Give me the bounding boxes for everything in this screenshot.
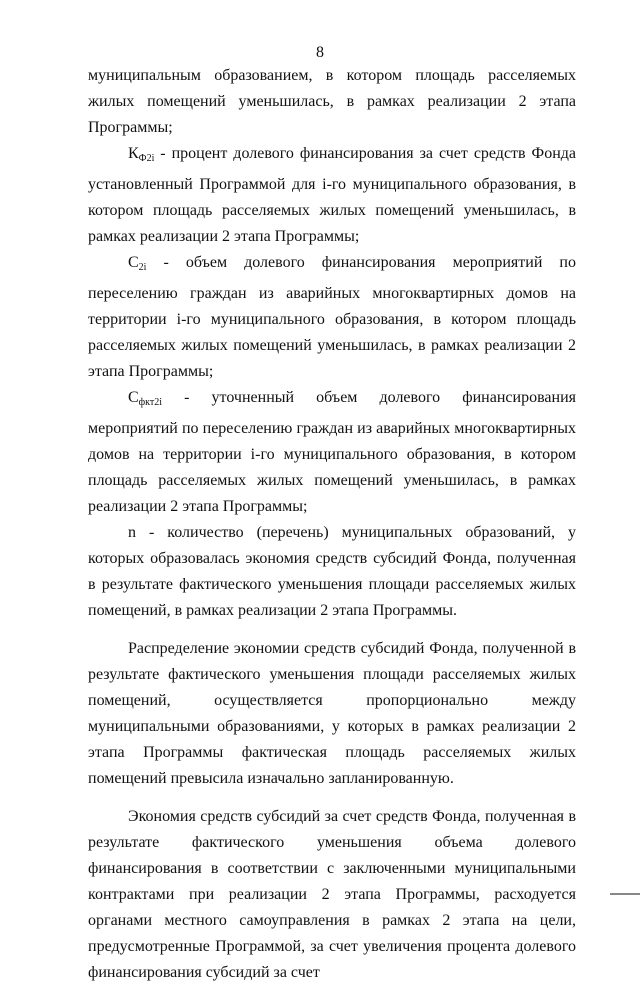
- document-body: [88, 63, 576, 986]
- symbol-cfkt: С: [128, 389, 139, 406]
- definition-k-text: - процент долевого финансирования за счет средств Фонда установленный Программой для i-го муниципального образования, в котором площадь расселяемых жилых помещений уменьшилась, в рамках реализации 2 этапа Программы;: [88, 145, 576, 245]
- symbol-cfkt-subscript: фкт2i: [138, 397, 163, 408]
- symbol-k-subscript: Ф2i: [138, 153, 155, 164]
- definition-n: n - количество (перечень) муниципальных образований, у которых образовалась экономия средств субсидий Фонда, полученная в результате фактического уменьшения площади расселяемых жилых помещений, в рамках реализации 2 этапа Программы.: [88, 524, 576, 619]
- definition-cfkt-text: - уточненный объем долевого финансирования мероприятий по переселению граждан из аварийных многоквартирных домов на территории i-го муниципального образования, в котором площадь расселяемых жилых помещений уменьшилась, в рамках реализации 2 этапа Программы;: [88, 389, 576, 515]
- definition-c-2i: [88, 250, 576, 385]
- definition-c2-text: - объем долевого финансирования мероприятий по переселению граждан из аварийных многоквартирных домов на территории i-го муниципального образования, в котором площадь расселяемых жилых помещений уменьшилась, в рамках реализации 2 этапа Программы;: [88, 254, 576, 380]
- paragraph-distribution: Распределение экономии средств субсидий Фонда, полученной в результате фактического уменьшения площади расселяемых жилых помещений, осуществляется пропорционально между муниципальными образованиями, у которых в рамках реализации 2 этапа Программы фактическая площадь расселяемых жилых помещений превысила изначально запланированную.: [88, 640, 576, 787]
- paragraph-savings: Экономия средств субсидий за счет средств Фонда, полученная в результате фактического уменьшения объема долевого финансирования в соответствии с заключенными муниципальными контрактами при реализации 2 этапа Программы, расходуется органами местного самоуправления в рамках 2 этапа на цели, предусмотренные Программой, за счет увеличения процента долевого финансирования субсидий за счет: [88, 808, 576, 981]
- definition-c-fkt2i: [88, 385, 576, 520]
- symbol-c2: С: [128, 254, 139, 271]
- symbol-k: К: [128, 145, 139, 162]
- symbol-c2-subscript: 2i: [138, 262, 147, 273]
- definition-k-f2i: [88, 141, 576, 250]
- paragraph-continuation: муниципальным образованием, в котором площадь расселяемых жилых помещений уменьшилась, в рамках реализации 2 этапа Программы;: [88, 67, 576, 136]
- scan-edge-mark: [610, 893, 640, 895]
- page-number: 8: [316, 44, 324, 61]
